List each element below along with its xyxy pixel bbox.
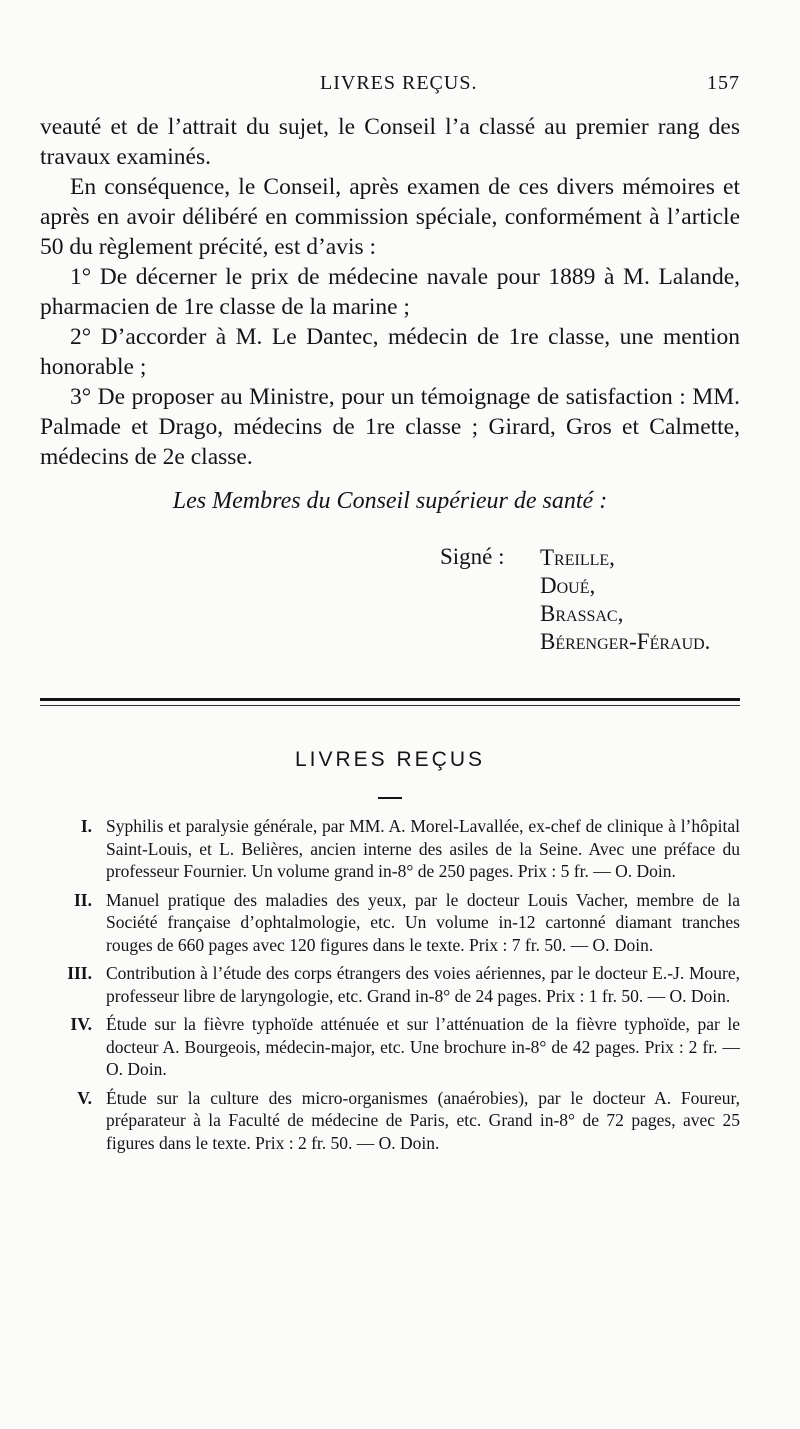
book-number: I. — [80, 816, 92, 836]
signature-intro: Les Membres du Conseil supérieur de santé : — [172, 488, 608, 514]
book-entry — [40, 815, 740, 883]
signer-name: Treille, — [540, 545, 615, 570]
signer-list — [540, 544, 710, 656]
book-description: Manuel pratique des maladies des yeux, par le docteur Louis Vacher, membre de la Société française d’ophtalmologie, etc. Un volume in-12 cartonné diamant tranches rouges de 660 pages avec 120 figures dans le texte. Prix : 7 fr. 50. — O. Doin. — [106, 889, 740, 955]
book-number: III. — [67, 963, 92, 983]
paragraph-consequence: En conséquence, le Conseil, après examen de ces divers mémoires et après en avoir délibéré en commission spéciale, conformément à l’article 50 du règlement précité, est d’avis : — [40, 174, 740, 260]
section-dash — [378, 797, 402, 799]
book-description: Syphilis et paralysie générale, par MM. A. Morel-Lavallée, ex-chef de clinique à l’hôpital Saint-Louis, et L. Belières, ancien interne des asiles de la Seine. Avec une préface du professeur Fournier. Un volume grand in-8° de 250 pages. Prix : 5 fr. — O. Doin. — [106, 816, 740, 881]
book-entry — [40, 962, 740, 1007]
paragraph-item-2: 2° D’accorder à M. Le Dantec, médecin de 1re classe, une mention honorable ; — [40, 324, 740, 380]
book-list — [40, 815, 740, 1160]
signer-name: Doué, — [540, 573, 596, 598]
book-entry — [40, 1087, 740, 1155]
running-head-title: LIVRES REÇUS. — [320, 72, 478, 94]
book-entry — [40, 889, 740, 957]
book-number: II. — [74, 889, 92, 910]
page-number: 157 — [707, 72, 740, 94]
section-divider-thick — [40, 698, 740, 701]
section-title: LIVRES REÇUS — [294, 748, 486, 771]
section-divider-thin — [40, 705, 740, 706]
book-number: V. — [77, 1087, 92, 1108]
paragraph-item-3: 3° De proposer au Ministre, pour un témoignage de satisfaction : MM. Palmade et Drago, médecins de 1re classe ; Girard, Gros et Calmette, médecins de 2e classe. — [40, 384, 740, 470]
body-text — [40, 112, 740, 472]
paragraph-item-1: 1° De décerner le prix de médecine navale pour 1889 à M. Lalande, pharmacien de 1re classe de la marine ; — [40, 264, 740, 320]
signed-label: Signé : — [440, 544, 505, 569]
signer-name: Bérenger-Féraud. — [540, 629, 711, 654]
book-description: Étude sur la culture des micro-organismes (anaérobies), par le docteur A. Foureur, préparateur à la Faculté de médecine de Paris, etc. Grand in-8° de 72 pages, avec 25 figures dans le texte. Prix : 2 fr. 50. — O. Doin. — [106, 1087, 740, 1153]
book-description: Contribution à l’étude des corps étrangers des voies aériennes, par le docteur E.-J. Moure, professeur libre de laryngologie, etc. Grand in-8° de 24 pages. Prix : 1 fr. 50. — O. Doin. — [106, 963, 740, 1006]
book-description: Étude sur la fièvre typhoïde atténuée et sur l’atténuation de la fièvre typhoïde, par le docteur A. Bourgeois, médecin-major, etc. Une brochure in-8° de 42 pages. Prix : 2 fr. — O. Doin. — [106, 1014, 740, 1079]
book-number: IV. — [70, 1014, 92, 1034]
book-entry — [40, 1013, 740, 1081]
running-head — [40, 72, 740, 102]
signer-name: Brassac, — [540, 601, 624, 626]
paragraph-continuation: veauté et de l’attrait du sujet, le Conseil l’a classé au premier rang des travaux examinés. — [40, 114, 740, 170]
